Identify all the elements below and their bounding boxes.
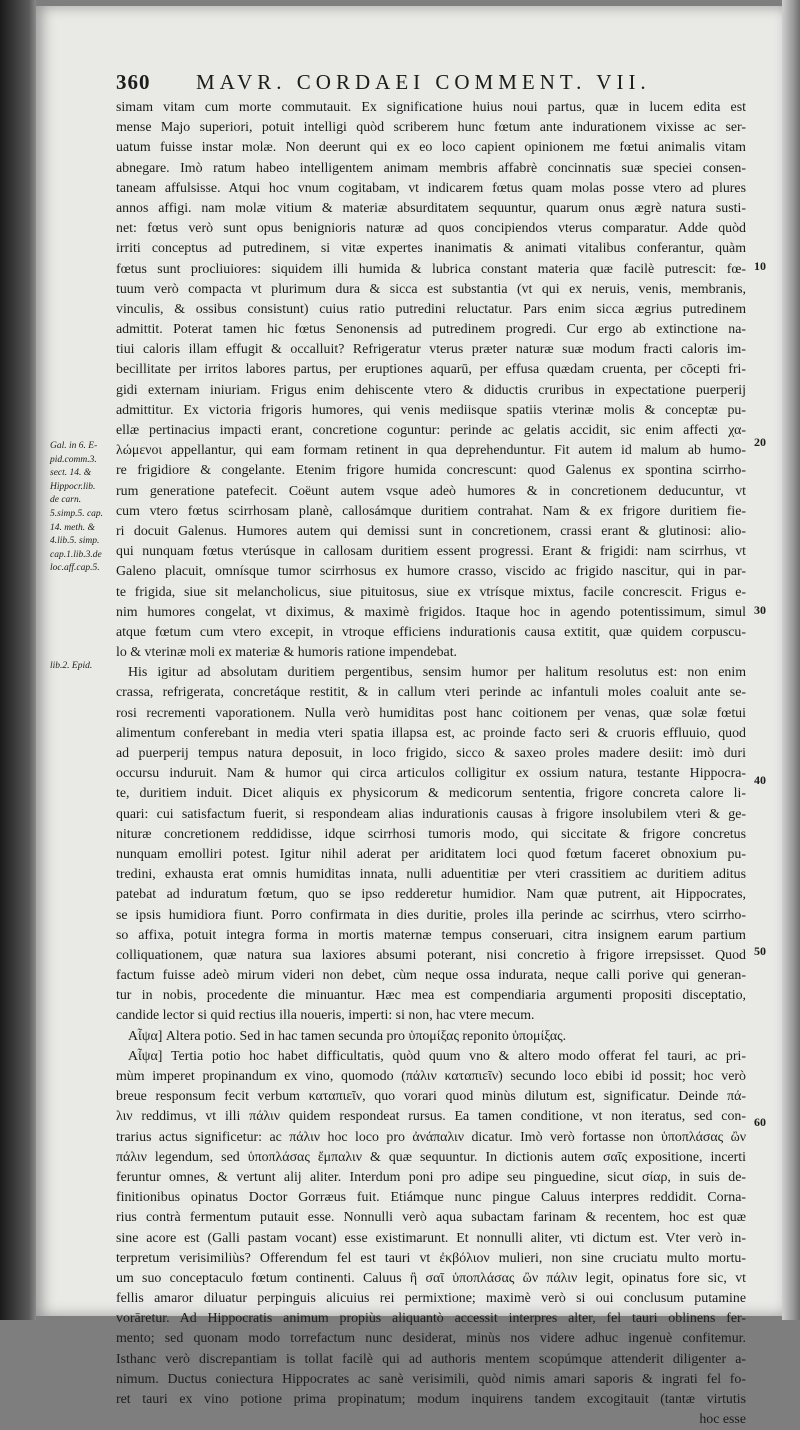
catchword: hoc esse: [699, 1412, 746, 1428]
line-number: 30: [754, 603, 766, 617]
text-line: colliquationem, quæ natura sua laxiores absumi poterant, nisi concretio à frigore irrepsisset. Quod: [116, 947, 746, 963]
text-line: Isthanc verò discrepantiam is tollat facilè qui ad authoris mentem scopúmque attenderit diligenter a-: [116, 1351, 746, 1367]
text-line: gidi externam iniuriam. Frigus enim dehiscente vtero & diductis cruribus in expectatione puerperij: [116, 382, 746, 398]
line-number: 10: [754, 259, 766, 273]
text-line: annos affigi. nam molæ vitium & materiæ absurditatem sequuntur, quarum onus ægrè natura susti-: [116, 200, 746, 216]
text-line: becillitate per irritos labores partus, per eruptiones aquarū, per effusa quædam cruenta, per cōcepti fri-: [116, 362, 746, 378]
text-line: ellæ pertinacius impacti erant, concretione coguntur: perinde ac gelatis accidit, sic enim affecti χα-: [116, 423, 746, 438]
line-number: 40: [754, 773, 766, 787]
text-line: atque fœtum cum vtero excepit, in vtroque efficiens indurationis causa extitit, quæ quidem corpuscu-: [116, 624, 746, 640]
text-line: te frigida, siue sit melancholicus, siue pituitosus, siue ex vtrísque mixtus, facile concrescit. Frigus e-: [116, 584, 746, 600]
text-line: Αἶψα] Altera potio. Sed in hac tamen secunda pro ὑπομίξας reponito ὑπομίξας.: [128, 1028, 567, 1044]
text-line: tiui caloris illam effugit & occalluit? Refrigeratur vterus præter naturæ suæ modum fracti caloris im-: [116, 342, 746, 358]
text-line: rosi recrementi vaporationem. Nulla verò humiditas post hanc coitionem per venas, quæ solæ fœtui: [116, 705, 746, 721]
text-line: uatum fuisse instar molæ. Non deerunt qui ex eo loco capient opinionem me fœtui animalis vitam: [116, 140, 746, 156]
running-title: MAVR. CORDAEI COMMENT. VII.: [196, 70, 651, 94]
text-line: nunquam emolliri potest. Igitur nihil aderat per ariditatem loci quod fœtum faceret obnoxium pu-: [116, 846, 746, 862]
line-number: 20: [754, 435, 766, 449]
text-line: irriti conceptus ad putredinem, si vitæ expertes inanimatis & animati vitalibus conferantur, quàm: [116, 241, 746, 257]
text-line: tredini, exhausta erat omnis humiditas innata, nulli aduentitiæ per vteri crassitiem ac duritiem aditus: [116, 867, 746, 883]
text-line: breue responsum fecit verbum καταπιεῖν, quo vorari quod minùs dilutum est, significatur. Deinde πά-: [116, 1089, 746, 1105]
book-page: [36, 6, 782, 1428]
running-head: [116, 70, 716, 96]
text-line: Αἶψα] Tertia potio hoc habet difficultatis, quòd quum vno & altero modo offerat fel tauri, ac pri-: [128, 1048, 746, 1064]
text-line: sine acore est (Galli pastam vocant) esse existimarunt. Et nonnulli aliter, vti dictum est. Vter verò in-: [116, 1230, 746, 1246]
text-line: te, duritiem induit. Dicet aliquis ex physicorum & medicorum sententia, frigore concreta calore li-: [116, 786, 746, 802]
text-line: qui nunquam fœtus vterúsque in callosam duritiem essent progressi. Erant & frigidi: nam scirrhus, vt: [116, 544, 746, 560]
text-line: so affixa, potuit integra forma in mortis maternæ tempus conseruari, citra insignem earum partium: [116, 927, 746, 943]
text-line: fellis amaror diluatur perpinguis alicuius rei permixtione; maximè verò si oui conclusum putamine: [116, 1291, 746, 1307]
line-number: 50: [754, 944, 766, 958]
text-line: alimentum conferebant in media vteri spatia illapsa est, ac proinde facto seri & cruoris effluuio, quod: [116, 725, 746, 741]
text-line: tur in nobis, procedente die minuantur. Hæc mea est compendiaria argumenti propositi disceptatio,: [116, 988, 746, 1004]
text-line: terpretum verisimiliùs? Offerendum fel est tauri vt ἐκβόλιον mulieri, non sine cruciatu multo mortu-: [116, 1250, 746, 1266]
line-number: 60: [754, 1115, 766, 1129]
text-line: factum fuisse adeò mirum videri non debet, cùm neque ossa indurata, neque calli porive qui generan-: [116, 968, 746, 984]
text-line: ret tauri ex vino potione prima propinatum; modum inquirens tandem excogitauit (tantæ virtutis: [116, 1392, 746, 1407]
text-line: rum generatione patefecit. Coëunt autem vsque adeò humores & in concretionem deducuntur, vt: [116, 483, 746, 499]
body-text: [116, 98, 746, 1430]
text-line: se ipsis humidiora fiunt. Porro confirmata in dies duritie, proles illa perinde ac scirrhus, vtero scirrho-: [116, 907, 746, 923]
text-line: quari: cui satisfactum fuerit, si respondeam alias indurationis causas à frigore insolubilem vteri & ge-: [116, 806, 746, 822]
text-line: λιν reddimus, vt illi πάλιν quidem respondeat rursus. Ea tamen conditione, vt non iteratus, sed con-: [116, 1109, 746, 1125]
text-line: nimum. Ductus coniectura Hippocrates ac sanè verisimili, quòd nimis amari saporis & ingrati fel fo-: [116, 1371, 746, 1387]
text-line: fœtus sunt procliuiores: siquidem illi humida & lubrica constant materia quæ facilè putrescit: fœ-: [116, 261, 746, 277]
text-line: Galeno placuit, omnísque tumor scirrhosus ex humore crasso, viscido ac frigido nascitur, qui in par-: [116, 564, 746, 580]
text-line: um suo conceptaculo fœtum continenti. Caluus ἢ σαῖ ὑποπλάσας ὢν πάλιν legit, opinatus fore sic, vt: [116, 1270, 746, 1286]
page-edge: [782, 0, 800, 1320]
text-line: finitionibus opinatus Doctor Gorræus fuit. Etiámque nunc pingue Caluus interpres reddidit. Corna-: [116, 1190, 746, 1206]
page-number: 360: [116, 70, 151, 94]
text-line: mùm imperet propinandum ex vino, quomodo (πάλιν καταπιεῖν) secundo loco ebibi id possit; hoc verò: [116, 1069, 746, 1084]
book-binding-shadow: [0, 0, 36, 1320]
text-line: vorāretur. Ad Hippocratis animum propiùs aliquantò accessit interpres alter, fel tauri oblinens fer-: [116, 1311, 746, 1327]
text-line: nim humores congelat, vt diximus, & maximè frigidos. Itaque hoc in agendo potentissimum, simul: [116, 604, 746, 620]
text-line: rius contrà fermentum putauit esse. Nonnulli verò aqua subactam farinam & recentem, hoc est quæ: [116, 1210, 746, 1226]
text-line: abnegare. Imò ratum habeo intelligentem animam membris affabrè concinnatis suæ speciei consen-: [116, 160, 746, 176]
text-line: net: fœtus verò sunt opus benignioris naturæ ad quos concipiendos vterus comparatur. Adde quòd: [116, 221, 746, 237]
text-line: crassa, refrigerata, concretáque restitit, & in callum vteri perinde ac infantuli moles coaluit ante se-: [116, 685, 746, 701]
text-line: nituræ concretionem reddidisse, idque scirrhosi tumoris modo, qui siccitate & frigore concretus: [116, 826, 746, 842]
text-line: re frigidiore & congelante. Etenim frigore humida concrescunt: quod Galenus ex spontina scirrho-: [116, 463, 746, 479]
text-line: trarius actus significetur: ac πάλιν hoc loco pro ἀνάπαλιν dicatur. Imò verò fortasse non ὑποπλάσας ὢν: [116, 1129, 746, 1145]
text-line: simam vitam cum morte commutauit. Ex significatione huius noui partus, quæ in lucem edita est: [116, 100, 746, 115]
text-line: His igitur ad absolutam duritiem pergentibus, sensim humor per halitum resolutus est: non enim: [128, 665, 746, 681]
text-line: cum vtero fœtus scirrhosam planè, callosámque duritiem contrahat. Nam & ex frigore duritiem fie-: [116, 503, 746, 519]
text-line: lo & vterinæ moli ex materiæ & humoris ratione impendebat.: [116, 645, 458, 661]
text-line: ad puerperij tempus natura deposuit, in loco frigido, sicco & saxeo proles madere desiit: imò duri: [116, 746, 746, 761]
text-line: mense Majo superiori, potuit intelligi quòd scriberem hunc fœtum ante indurationem vixisse ac ser-: [116, 120, 746, 136]
margin-note: Gal. in 6. E- pid.comm.3. sect. 14. & Hippocr.lib. de carn. 5.simp.5. cap. 14. meth. & 4.lib.5. simp. cap.1.lib.3.de loc.aff.cap.5.: [50, 441, 104, 574]
text-line: ri docuit Galenus. Humores autem qui demissi sunt in concretionem, crassi erant & glutinosi: alio-: [116, 523, 746, 539]
text-line: admittitur. Ex victoria frigoris humores, qui venis mediisque spatiis vterinæ molis & conceptæ pu-: [116, 402, 746, 418]
text-line: occursu induruit. Nam & humor qui circa articulos colligitur ex ossium natura, testante Hippocra-: [116, 766, 746, 782]
text-line: πάλιν legendum, sed ὑποπλάσας ἔμπαλιν & quæ sequuntur. In dictionis autem σαῖς expositione, incerti: [116, 1149, 746, 1165]
text-line: λώμενοι appellantur, qui eam formam retinent in qua deprehenduntur. Fit autem id malum ab humo-: [116, 443, 746, 459]
text-line: vinculis, & ossibus consistunt) cuius ratio putredini reluctatur. Pars enim sicca ægrius putredinem: [116, 301, 746, 317]
text-line: tuum verò compacta vt plurimum dura & sicca est substantia (vt qui ex neruis, venis, membranis,: [116, 281, 746, 297]
text-line: feruntur omnes, & vertunt alij aliter. Interdum poni pro adipe seu pinguedine, sicut σίαρ, in suis de-: [116, 1169, 746, 1185]
text-line: mento; sed quonam modo torrefactum nunc desiderat, minùs nos videre adhuc ingenuè confitemur.: [116, 1331, 746, 1347]
text-line: patebat ad induratum fœtum, quo se ipso redderetur humidior. Nam quæ putrent, ait Hippocrates,: [116, 887, 746, 903]
text-line: taneam affulsisse. Atqui hoc vnum cogitabam, vt indicarem fœtus quam molas posse vtero ad plures: [116, 180, 746, 196]
text-line: candide lector si quid rectius illa noueris, imperti: si non, hac vtere mecum.: [116, 1008, 535, 1024]
margin-note: lib.2. Epid.: [50, 661, 93, 671]
text-line: admittit. Poterat tamen hic fœtus Senonensis ad putredinem progredi. Cur ergo ab extinctione na-: [116, 322, 746, 338]
